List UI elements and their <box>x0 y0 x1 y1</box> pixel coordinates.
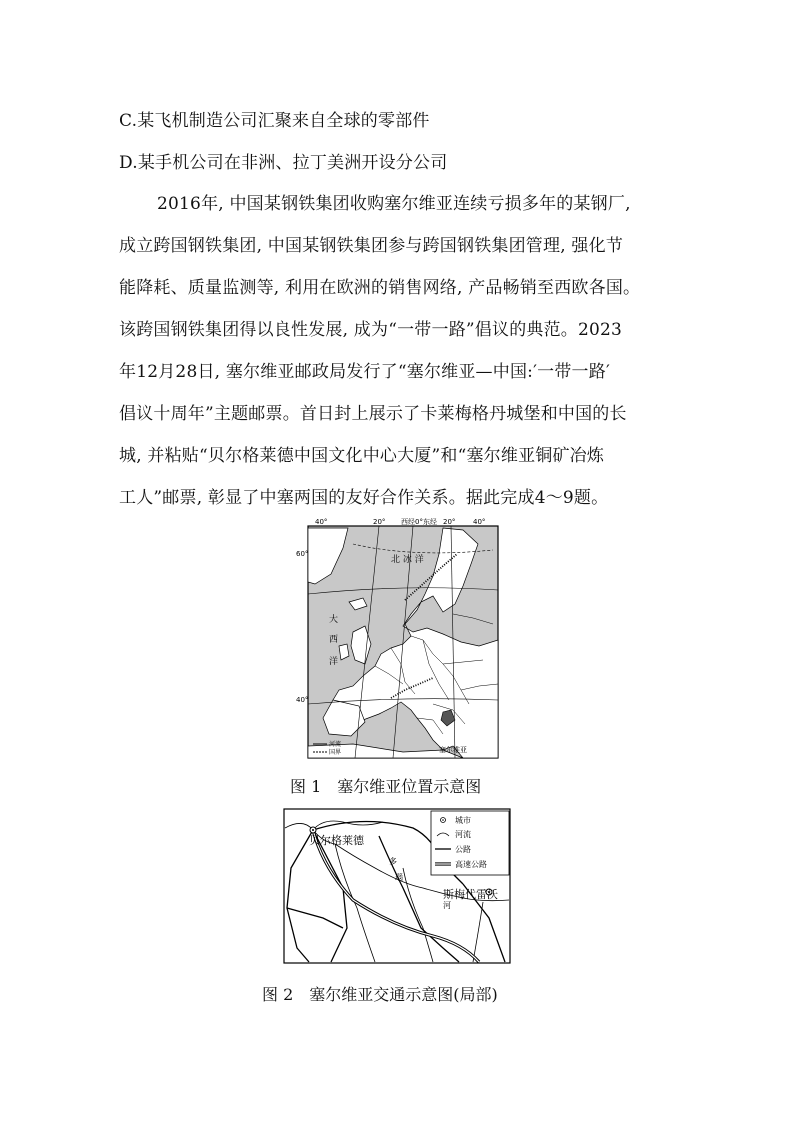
figure2-caption: 图 2 塞尔维亚交通示意图(局部) <box>262 985 498 1004</box>
river-label: 多 <box>389 857 397 866</box>
lat-label: 40° <box>296 696 309 704</box>
figure1-caption: 图 1 塞尔维亚位置示意图 <box>290 777 482 796</box>
river-label: 河 <box>443 901 451 910</box>
passage-line: 该跨国钢铁集团得以良性发展, 成为“一带一路”倡议的典范。2023 <box>119 320 623 340</box>
atlantic-label-2: 西 <box>329 635 339 645</box>
lon-label: 40° <box>315 518 328 526</box>
legend-border-label: 国界 <box>329 749 342 756</box>
passage-line: 能降耗、质量监测等, 利用在欧洲的销售网络, 产品畅销至西欧各国。 <box>119 278 641 298</box>
legend-river-label: 河流 <box>455 830 471 839</box>
option-d: D.某手机公司在非洲、拉丁美洲开设分公司 <box>119 153 448 173</box>
lon-label: 20° <box>443 518 456 526</box>
legend-highway-label: 高速公路 <box>455 860 487 869</box>
lat-label: 60° <box>296 550 309 558</box>
legend-road-label: 公路 <box>455 845 471 854</box>
city-belgrade-dot <box>312 829 314 831</box>
passage-line: 倡议十周年”主题邮票。首日封上展示了卡莱梅格丹城堡和中国的长 <box>119 404 627 424</box>
serbia-transport-map <box>283 808 511 964</box>
passage-line: 2016年, 中国某钢铁集团收购塞尔维亚连续亏损多年的某钢厂, <box>157 194 631 214</box>
legend-city-dot <box>442 819 444 821</box>
lon-label: 西经0°东经 <box>401 518 437 526</box>
passage-line: 工人”邮票, 彰显了中塞两国的友好合作关系。据此完成4～9题。 <box>119 488 609 508</box>
passage-line: 年12月28日, 塞尔维亚邮政局发行了“塞尔维亚—中国:′一带一路′ <box>119 362 611 382</box>
river-label: 瑙 <box>395 873 403 882</box>
passage-line: 城, 并粘贴“贝尔格莱德中国文化中心大厦”和“塞尔维亚铜矿冶炼 <box>119 446 605 466</box>
europe-location-map <box>293 514 503 764</box>
atlantic-label-1: 大 <box>329 615 339 625</box>
legend-river-label: 河流 <box>329 741 342 748</box>
legend-city-label: 城市 <box>455 816 471 825</box>
lon-label: 40° <box>473 518 486 526</box>
lon-label: 20° <box>373 518 386 526</box>
atlantic-label-3: 洋 <box>329 657 339 667</box>
city-smederevo-label: 斯梅代雷沃 <box>443 888 498 901</box>
europe-map-svg <box>293 514 503 764</box>
serbia-label: 塞尔维亚 <box>439 746 467 754</box>
transport-map-svg <box>283 808 511 964</box>
city-belgrade-label: 贝尔格莱德 <box>309 834 364 847</box>
arctic-ocean-label: 北 冰 洋 <box>391 555 424 565</box>
option-c: C.某飞机制造公司汇聚来自全球的零部件 <box>119 111 430 131</box>
passage-line: 成立跨国钢铁集团, 中国某钢铁集团参与跨国钢铁集团管理, 强化节 <box>119 236 624 256</box>
